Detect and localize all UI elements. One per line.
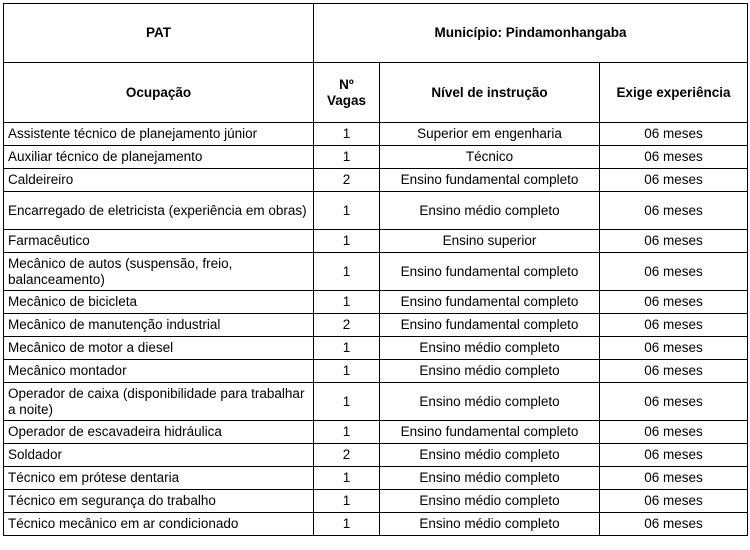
table-row: [4, 467, 748, 490]
cell-vagas: 1: [314, 192, 380, 230]
cell-nivel: Ensino médio completo: [380, 360, 600, 383]
cell-experiencia: 06 meses: [600, 421, 748, 444]
cell-experiencia: 06 meses: [600, 314, 748, 337]
table-row: [4, 123, 748, 146]
cell-ocupacao: Técnico mecânico em ar condicionado: [4, 513, 314, 536]
cell-ocupacao: Caldeireiro: [4, 169, 314, 192]
cell-vagas: 1: [314, 383, 380, 421]
cell-nivel: Ensino superior: [380, 230, 600, 253]
cell-nivel: Superior em engenharia: [380, 123, 600, 146]
cell-nivel: Técnico: [380, 146, 600, 169]
cell-experiencia: 06 meses: [600, 360, 748, 383]
cell-vagas: 1: [314, 467, 380, 490]
title-pat: PAT: [4, 4, 314, 63]
table-row: [4, 192, 748, 230]
cell-nivel: Ensino fundamental completo: [380, 253, 600, 291]
cell-experiencia: 06 meses: [600, 513, 748, 536]
cell-vagas: 1: [314, 513, 380, 536]
cell-nivel: Ensino fundamental completo: [380, 291, 600, 314]
cell-vagas: 1: [314, 123, 380, 146]
title-row: [4, 4, 748, 63]
cell-ocupacao: Operador de caixa (disponibilidade para trabalhar a noite): [4, 383, 314, 421]
cell-experiencia: 06 meses: [600, 383, 748, 421]
cell-vagas: 2: [314, 314, 380, 337]
cell-vagas: 1: [314, 253, 380, 291]
cell-vagas: 1: [314, 360, 380, 383]
cell-nivel: Ensino médio completo: [380, 192, 600, 230]
header-row: [4, 63, 748, 123]
cell-experiencia: 06 meses: [600, 444, 748, 467]
cell-experiencia: 06 meses: [600, 253, 748, 291]
cell-vagas: 1: [314, 337, 380, 360]
cell-vagas: 1: [314, 421, 380, 444]
cell-vagas: 1: [314, 291, 380, 314]
cell-nivel: Ensino fundamental completo: [380, 314, 600, 337]
table-row: [4, 169, 748, 192]
table-row: [4, 490, 748, 513]
cell-experiencia: 06 meses: [600, 467, 748, 490]
cell-experiencia: 06 meses: [600, 123, 748, 146]
cell-nivel: Ensino médio completo: [380, 467, 600, 490]
cell-experiencia: 06 meses: [600, 169, 748, 192]
cell-experiencia: 06 meses: [600, 337, 748, 360]
cell-ocupacao: Mecânico de manutenção industrial: [4, 314, 314, 337]
header-experiencia: Exige experiência: [600, 63, 748, 123]
table-row: [4, 146, 748, 169]
cell-experiencia: 06 meses: [600, 230, 748, 253]
cell-vagas: 2: [314, 169, 380, 192]
cell-ocupacao: Mecânico de motor a diesel: [4, 337, 314, 360]
cell-ocupacao: Soldador: [4, 444, 314, 467]
cell-experiencia: 06 meses: [600, 490, 748, 513]
header-vagas: Nº Vagas: [314, 63, 380, 123]
cell-experiencia: 06 meses: [600, 146, 748, 169]
jobs-table: [3, 3, 748, 536]
cell-ocupacao: Técnico em segurança do trabalho: [4, 490, 314, 513]
cell-ocupacao: Mecânico de bicicleta: [4, 291, 314, 314]
cell-nivel: Ensino médio completo: [380, 444, 600, 467]
table-row: [4, 291, 748, 314]
cell-nivel: Ensino fundamental completo: [380, 169, 600, 192]
cell-nivel: Ensino médio completo: [380, 490, 600, 513]
cell-nivel: Ensino médio completo: [380, 513, 600, 536]
cell-vagas: 1: [314, 490, 380, 513]
cell-ocupacao: Mecânico montador: [4, 360, 314, 383]
cell-nivel: Ensino médio completo: [380, 383, 600, 421]
cell-experiencia: 06 meses: [600, 291, 748, 314]
table-row: [4, 383, 748, 421]
table-row: [4, 253, 748, 291]
cell-ocupacao: Técnico em prótese dentaria: [4, 467, 314, 490]
table-body: [4, 123, 748, 536]
header-ocupacao: Ocupação: [4, 63, 314, 123]
cell-nivel: Ensino médio completo: [380, 337, 600, 360]
table-row: [4, 421, 748, 444]
cell-nivel: Ensino fundamental completo: [380, 421, 600, 444]
cell-experiencia: 06 meses: [600, 192, 748, 230]
cell-vagas: 1: [314, 146, 380, 169]
cell-ocupacao: Mecânico de autos (suspensão, freio, balanceamento): [4, 253, 314, 291]
cell-ocupacao: Encarregado de eletricista (experiência em obras): [4, 192, 314, 230]
table-row: [4, 314, 748, 337]
title-municipio: Município: Pindamonhangaba: [314, 4, 748, 63]
cell-vagas: 1: [314, 230, 380, 253]
table-row: [4, 230, 748, 253]
table-row: [4, 444, 748, 467]
cell-ocupacao: Farmacêutico: [4, 230, 314, 253]
cell-vagas: 2: [314, 444, 380, 467]
cell-ocupacao: Auxiliar técnico de planejamento: [4, 146, 314, 169]
table-row: [4, 513, 748, 536]
cell-ocupacao: Operador de escavadeira hidráulica: [4, 421, 314, 444]
header-nivel: Nível de instrução: [380, 63, 600, 123]
cell-ocupacao: Assistente técnico de planejamento júnior: [4, 123, 314, 146]
table-row: [4, 337, 748, 360]
table-row: [4, 360, 748, 383]
